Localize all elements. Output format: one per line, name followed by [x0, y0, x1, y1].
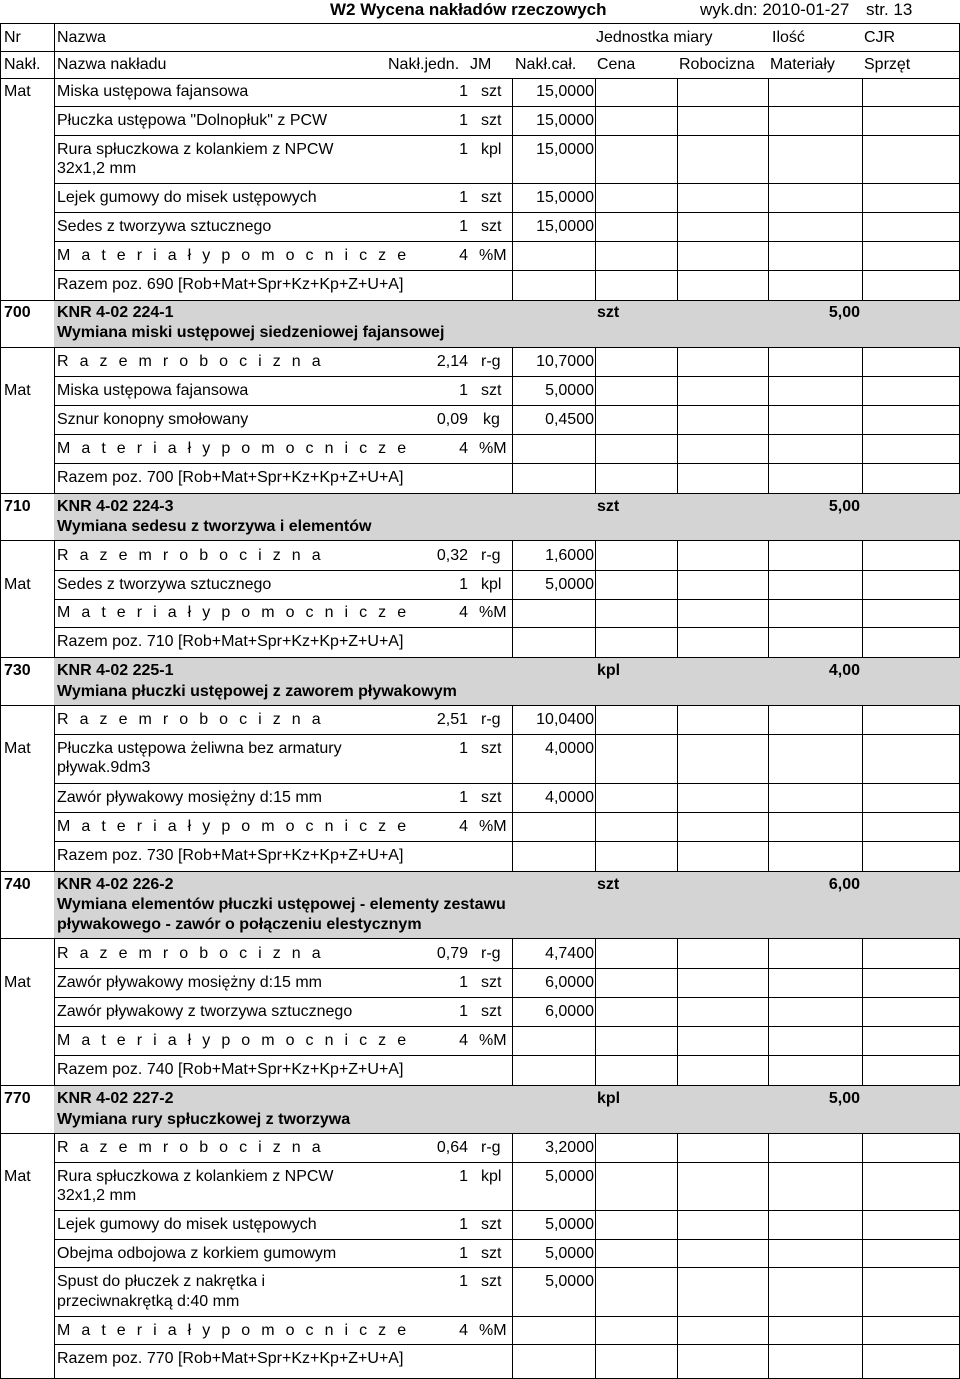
- col-rule: [677, 938, 678, 1085]
- aux-materials-label: M a t e r i a ł y p o m o c n i c z e: [57, 1322, 410, 1339]
- item-name: Rura spłuczkowa z kolankiem z NPCW: [57, 141, 334, 158]
- position-number: 740: [4, 876, 31, 893]
- position-unit: kpl: [597, 1090, 621, 1107]
- position-quantity: 6,00: [828, 876, 860, 893]
- position-total-label: Razem poz. 730 [Rob+Mat+Spr+Kz+Kp+Z+U+A]: [57, 847, 404, 864]
- item-name: Zawór pływakowy mosiężny d:15 mm: [57, 789, 322, 806]
- position-rule: [0, 540, 960, 541]
- item-unit: szt: [481, 789, 502, 806]
- mat-tag: Mat: [4, 740, 31, 757]
- item-unit: szt: [481, 83, 502, 100]
- col-rule: [512, 938, 513, 1085]
- position-code: KNR 4-02 227-2: [57, 1090, 174, 1107]
- col-rule: [768, 705, 769, 871]
- labor-total-label: R a z e m r o b o c i z n a: [57, 945, 324, 962]
- item-name: Sedes z tworzywa sztucznego: [57, 218, 272, 235]
- row-rule: [54, 734, 960, 735]
- item-total: 15,0000: [536, 112, 594, 129]
- col-rule: [512, 347, 513, 493]
- labor-total: 1,6000: [545, 547, 594, 564]
- item-unit: kpl: [481, 141, 502, 158]
- row-rule: [54, 463, 960, 464]
- position-quantity: 5,00: [828, 498, 860, 515]
- row-rule: [54, 270, 960, 271]
- position-total-label: Razem poz. 770 [Rob+Mat+Spr+Kz+Kp+Z+U+A]: [57, 1350, 404, 1367]
- labor-total: 3,2000: [545, 1139, 594, 1156]
- row-rule: [54, 599, 960, 600]
- item-name: Lejek gumowy do misek ustępowych: [57, 1216, 317, 1233]
- item-total: 5,0000: [545, 1216, 594, 1233]
- item-norm: 1: [459, 112, 468, 129]
- item-unit: kpl: [481, 576, 502, 593]
- col-nazwa: Nazwa: [57, 29, 106, 46]
- col-nakl-jedn: Nakł.jedn.: [388, 56, 460, 73]
- aux-materials-label: M a t e r i a ł y p o m o c n i c z e: [57, 818, 410, 835]
- position-title: Wymiana rury spłuczkowej z tworzywa: [57, 1111, 351, 1128]
- position-total-label: Razem poz. 740 [Rob+Mat+Spr+Kz+Kp+Z+U+A]: [57, 1061, 404, 1078]
- item-name: Spust do płuczek z nakrętka i: [57, 1273, 266, 1290]
- mat-tag: Mat: [4, 974, 31, 991]
- position-unit: szt: [597, 498, 620, 515]
- position-code: KNR 4-02 226-2: [57, 876, 174, 893]
- labor-unit: r-g: [481, 353, 501, 370]
- item-norm: 1: [459, 83, 468, 100]
- item-norm: 1: [459, 974, 468, 991]
- item-total: 6,0000: [545, 974, 594, 991]
- item-total: 4,0000: [545, 740, 594, 757]
- labor-unit: r-g: [481, 1139, 501, 1156]
- position-code: KNR 4-02 224-3: [57, 498, 174, 515]
- col-rule: [595, 1133, 596, 1378]
- page-number: str. 13: [866, 0, 913, 19]
- item-total: 6,0000: [545, 1003, 594, 1020]
- item-norm: 1: [459, 740, 468, 757]
- col-nazwa-nakladu: Nazwa nakładu: [57, 56, 167, 73]
- col-rule: [862, 78, 863, 300]
- col-rule: [512, 540, 513, 657]
- col-rule: [862, 938, 863, 1085]
- col-rule: [677, 78, 678, 300]
- position-number: 710: [4, 498, 31, 515]
- row-rule: [54, 241, 960, 242]
- item-name-cont: 32x1,2 mm: [57, 1187, 137, 1204]
- row-rule: [54, 1239, 960, 1240]
- col-rule: [677, 1133, 678, 1378]
- position-unit: szt: [597, 876, 620, 893]
- aux-materials-label: M a t e r i a ł y p o m o c n i c z e: [57, 604, 410, 621]
- col-rule: [512, 705, 513, 871]
- position-title: Wymiana miski ustępowej siedzeniowej fajansowej: [57, 324, 445, 341]
- col-rule: [862, 1133, 863, 1378]
- position-code: KNR 4-02 225-1: [57, 662, 174, 679]
- item-total: 5,0000: [545, 1273, 594, 1290]
- item-name: Miska ustępowa fajansowa: [57, 83, 249, 100]
- item-total: 15,0000: [536, 218, 594, 235]
- item-name: Płuczka ustępowa żeliwna bez armatury: [57, 740, 342, 757]
- col-jm: JM: [470, 56, 492, 73]
- item-norm: 0,09: [436, 411, 468, 428]
- aux-materials-label: M a t e r i a ł y p o m o c n i c z e: [57, 1032, 410, 1049]
- col-cjr: CJR: [864, 29, 896, 46]
- aux-materials-unit: %M: [479, 818, 507, 835]
- row-rule: [54, 106, 960, 107]
- item-unit: szt: [481, 382, 502, 399]
- aux-materials-qty: 4: [459, 604, 468, 621]
- position-quantity: 4,00: [828, 662, 860, 679]
- item-name: Rura spłuczkowa z kolankiem z NPCW: [57, 1168, 334, 1185]
- header-rule-top: [0, 23, 960, 24]
- aux-materials-qty: 4: [459, 1032, 468, 1049]
- position-unit: szt: [597, 304, 620, 321]
- row-rule: [54, 405, 960, 406]
- aux-materials-unit: %M: [479, 1322, 507, 1339]
- position-code: KNR 4-02 224-1: [57, 304, 174, 321]
- col-rule: [768, 938, 769, 1085]
- aux-materials-unit: %M: [479, 247, 507, 264]
- item-unit: szt: [481, 1245, 502, 1262]
- labor-total: 10,0400: [536, 711, 594, 728]
- item-norm: 1: [459, 576, 468, 593]
- item-total: 5,0000: [545, 382, 594, 399]
- col-rule: [862, 705, 863, 871]
- col-rule: [595, 78, 596, 300]
- col-rule: [768, 540, 769, 657]
- col-nakl: Nakł.: [4, 56, 41, 73]
- mat-tag: Mat: [4, 382, 31, 399]
- labor-unit: r-g: [481, 547, 501, 564]
- position-total-label: Razem poz. 710 [Rob+Mat+Spr+Kz+Kp+Z+U+A]: [57, 633, 404, 650]
- col-nr: Nr: [4, 29, 21, 46]
- item-norm: 1: [459, 1245, 468, 1262]
- item-norm: 1: [459, 1168, 468, 1185]
- report-title: W2 Wycena nakładów rzeczowych: [330, 0, 607, 19]
- col-ilosc: Ilość: [772, 29, 805, 46]
- aux-materials-unit: %M: [479, 440, 507, 457]
- item-norm: 1: [459, 382, 468, 399]
- aux-materials-label: M a t e r i a ł y p o m o c n i c z e: [57, 440, 410, 457]
- item-unit: szt: [481, 740, 502, 757]
- position-title: Wymiana płuczki ustępowej z zaworem pływakowym: [57, 683, 457, 700]
- item-unit: kg: [483, 411, 500, 428]
- labor-total-label: R a z e m r o b o c i z n a: [57, 547, 324, 564]
- item-name-cont: pływak.9dm3: [57, 759, 151, 776]
- item-norm: 1: [459, 189, 468, 206]
- row-rule: [54, 997, 960, 998]
- item-total: 15,0000: [536, 83, 594, 100]
- labor-total-label: R a z e m r o b o c i z n a: [57, 353, 324, 370]
- aux-materials-unit: %M: [479, 604, 507, 621]
- col-rule: [862, 540, 863, 657]
- labor-norm: 2,14: [436, 353, 468, 370]
- item-name-cont: przeciwnakrętką d:40 mm: [57, 1293, 240, 1310]
- row-rule: [54, 783, 960, 784]
- row-rule: [54, 812, 960, 813]
- report-date: wyk.dn: 2010-01-27: [700, 0, 850, 19]
- labor-unit: r-g: [481, 945, 501, 962]
- item-norm: 1: [459, 1273, 468, 1290]
- row-rule: [54, 135, 960, 136]
- position-title: Wymiana sedesu z tworzywa i elementów: [57, 518, 372, 535]
- position-title-cont: pływakowego - zawór o połączeniu elestycznym: [57, 916, 422, 933]
- item-unit: szt: [481, 1216, 502, 1233]
- col-rule: [768, 347, 769, 493]
- item-unit: szt: [481, 1273, 502, 1290]
- aux-materials-qty: 4: [459, 440, 468, 457]
- position-title: Wymiana elementów płuczki ustępowej - elementy zestawu: [57, 896, 506, 913]
- mat-tag: Mat: [4, 1168, 31, 1185]
- aux-materials-qty: 4: [459, 818, 468, 835]
- row-rule: [54, 841, 960, 842]
- labor-norm: 2,51: [436, 711, 468, 728]
- position-number: 700: [4, 304, 31, 321]
- row-rule: [54, 1344, 960, 1345]
- item-unit: kpl: [481, 1168, 502, 1185]
- item-name: Sedes z tworzywa sztucznego: [57, 576, 272, 593]
- labor-unit: r-g: [481, 711, 501, 728]
- aux-materials-qty: 4: [459, 247, 468, 264]
- aux-materials-unit: %M: [479, 1032, 507, 1049]
- position-unit: kpl: [597, 662, 621, 679]
- labor-total-label: R a z e m r o b o c i z n a: [57, 1139, 324, 1156]
- item-name: Sznur konopny smołowany: [57, 411, 249, 428]
- header-rule-bottom: [0, 78, 960, 79]
- item-total: 5,0000: [545, 1245, 594, 1262]
- position-number: 770: [4, 1090, 31, 1107]
- position-rule: [0, 938, 960, 939]
- item-norm: 1: [459, 1003, 468, 1020]
- col-materialy: Materiały: [770, 56, 835, 73]
- row-rule: [54, 570, 960, 571]
- labor-norm: 0,79: [436, 945, 468, 962]
- item-name: Lejek gumowy do misek ustępowych: [57, 189, 317, 206]
- item-unit: szt: [481, 218, 502, 235]
- position-total-label: Razem poz. 690 [Rob+Mat+Spr+Kz+Kp+Z+U+A]: [57, 276, 404, 293]
- item-name: Obejma odbojowa z korkiem gumowym: [57, 1245, 337, 1262]
- col-rule: [768, 1133, 769, 1378]
- item-norm: 1: [459, 218, 468, 235]
- col-rule: [768, 78, 769, 300]
- item-unit: szt: [481, 112, 502, 129]
- position-quantity: 5,00: [828, 304, 860, 321]
- position-number: 730: [4, 662, 31, 679]
- item-name: Płuczka ustępowa "Dolnopłuk" z PCW: [57, 112, 328, 129]
- col-nakl-cal: Nakł.cał.: [515, 56, 577, 73]
- row-rule: [54, 1267, 960, 1268]
- row-rule: [54, 183, 960, 184]
- col-rule: [677, 540, 678, 657]
- col-rule: [595, 705, 596, 871]
- item-name: Zawór pływakowy mosiężny d:15 mm: [57, 974, 322, 991]
- aux-materials-label: M a t e r i a ł y p o m o c n i c z e: [57, 247, 410, 264]
- item-total: 0,4500: [545, 411, 594, 428]
- row-rule: [54, 1055, 960, 1056]
- item-name-cont: 32x1,2 mm: [57, 160, 137, 177]
- item-total: 5,0000: [545, 576, 594, 593]
- labor-total-label: R a z e m r o b o c i z n a: [57, 711, 324, 728]
- row-rule: [54, 1026, 960, 1027]
- position-rule: [0, 705, 960, 706]
- row-rule: [54, 1210, 960, 1211]
- labor-total: 10,7000: [536, 353, 594, 370]
- col-rule: [595, 540, 596, 657]
- labor-norm: 0,32: [436, 547, 468, 564]
- labor-total: 4,7400: [545, 945, 594, 962]
- item-name: Miska ustępowa fajansowa: [57, 382, 249, 399]
- item-unit: szt: [481, 974, 502, 991]
- header-rule-mid: [0, 51, 960, 52]
- col-rule: [862, 347, 863, 493]
- position-rule: [0, 347, 960, 348]
- item-total: 15,0000: [536, 189, 594, 206]
- item-total: 15,0000: [536, 141, 594, 158]
- row-rule: [54, 627, 960, 628]
- item-unit: szt: [481, 1003, 502, 1020]
- col-sprzet: Sprzęt: [864, 56, 911, 73]
- row-rule: [54, 1316, 960, 1317]
- row-rule: [54, 434, 960, 435]
- col-rule: [677, 347, 678, 493]
- row-rule: [54, 968, 960, 969]
- table-left-border: [0, 23, 1, 1379]
- col-jednostka: Jednostka miary: [596, 29, 713, 46]
- mat-tag: Mat: [4, 576, 31, 593]
- col-rule: [512, 1133, 513, 1378]
- labor-norm: 0,64: [436, 1139, 468, 1156]
- col-rule: [512, 78, 513, 300]
- col-rule: [595, 938, 596, 1085]
- col-rule: [595, 347, 596, 493]
- mat-tag: Mat: [4, 83, 31, 100]
- row-rule: [54, 376, 960, 377]
- position-total-label: Razem poz. 700 [Rob+Mat+Spr+Kz+Kp+Z+U+A]: [57, 469, 404, 486]
- col-rule: [677, 705, 678, 871]
- aux-materials-qty: 4: [459, 1322, 468, 1339]
- item-norm: 1: [459, 1216, 468, 1233]
- item-total: 4,0000: [545, 789, 594, 806]
- col-cena: Cena: [597, 56, 636, 73]
- item-total: 5,0000: [545, 1168, 594, 1185]
- item-norm: 1: [459, 789, 468, 806]
- position-rule: [0, 1133, 960, 1134]
- col-robocizna: Robocizna: [679, 56, 755, 73]
- item-norm: 1: [459, 141, 468, 158]
- row-rule: [54, 1162, 960, 1163]
- row-rule: [54, 212, 960, 213]
- position-quantity: 5,00: [828, 1090, 860, 1107]
- item-unit: szt: [481, 189, 502, 206]
- item-name: Zawór pływakowy z tworzywa sztucznego: [57, 1003, 353, 1020]
